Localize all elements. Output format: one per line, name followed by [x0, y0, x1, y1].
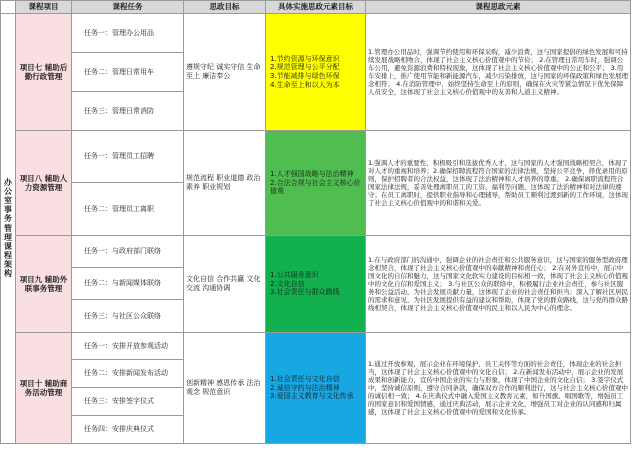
concrete-goal-item: 2.合法合规与社会主义核心价值观: [270, 178, 361, 196]
ideology-goal: 遵规守纪 诚实守信 生命至上 廉洁奉公: [184, 14, 266, 131]
header-ideology-goal: 思政目标: [184, 1, 266, 14]
ideology-goal: 创新精神 感恩传承 法治观念 规范意识: [184, 333, 266, 444]
task-item: 任务二：管理日常用车: [72, 53, 183, 92]
header-ideology-elements: 课程思政元素: [366, 1, 631, 14]
task-item: 任务二：安排新闻发布活动: [72, 360, 183, 388]
table-row: [1, 236, 631, 333]
ideology-elements: 1.强调人才的重要性，积极吸引和选拔优秀人才，这与国家的人才强国战略相契合，体现了对人才的重视和培养；2.确保招聘流程符合国家的法律法规，坚持公平竞争，择优录用的原则，保护招聘者的合法权益，这体现了法治精神和人才培养的尊重。 2.确保离职流程符合国家法律法规，妥善处理离职员工的工资、福利等问题，这体现了法治精神和对法律的遵守；在员工离职时，提供职业指导和心理辅导，帮助员工顺利过渡到新的工作环境，这体现了社会主义核心价值观中的和谐和关爱。: [366, 131, 631, 236]
concrete-goal-item: 1.节约资源与环保意识: [270, 54, 340, 63]
project-title: 项目七 辅助后勤行政管理: [16, 14, 72, 131]
task-item: 任务四：安排庆典仪式: [84, 425, 154, 434]
task-item: 任务一：管理员工招聘: [72, 131, 183, 183]
task-item: 任务一：管理办公用品: [72, 14, 183, 53]
concrete-goal-cell: [266, 236, 366, 333]
task-list: [72, 333, 184, 444]
table-row: [1, 333, 631, 444]
header-row: [1, 1, 631, 14]
header-course-task: 课程任务: [72, 1, 184, 14]
task-item: 任务一：与政府部门联络: [72, 236, 183, 268]
header-blank: [1, 1, 16, 14]
framework-label: 办公室事务管理课程架构: [1, 14, 16, 444]
task-item: 任务二：管理员工离职: [84, 204, 154, 213]
task-item: 任务一：安排开放参观活动: [72, 333, 183, 360]
concrete-goal-item: 3.社会责任与群众路线: [270, 288, 340, 297]
task-list: [72, 236, 184, 333]
concrete-goal-item: 1.人才强国战略与法治精神: [270, 169, 354, 178]
header-course-project: 课程项目: [16, 1, 72, 14]
concrete-goal-item: 1.公共服务意识: [270, 270, 319, 279]
project-title: 项目八 辅助人力资源管理: [16, 131, 72, 236]
table-row: [1, 131, 631, 236]
concrete-goal-item: 3.节能减排与绿色环保: [270, 72, 340, 80]
concrete-goal-item: 2.文化自信: [270, 279, 305, 288]
concrete-goal-item: 3.爱国主义教育与文化传承: [270, 392, 354, 401]
task-item: 任务三：与社区公众联络: [84, 311, 161, 320]
concrete-goal-cell: [266, 131, 366, 236]
task-item: 任务二：与新闻媒体联络: [72, 268, 183, 300]
concrete-goal-item: 2.诚信守约与法治精神: [270, 383, 340, 392]
concrete-goal-item: 4.生命至上和以人为本: [270, 80, 340, 89]
ideology-elements: 1.在与政府部门的沟通中，强调企业的社会责任和公共服务意识，这与国家的服务型政府理念相契合，体现了社会主义核心价值观中的奉献精神和责任心； 2.在对外宣传中，展示中国文化的自信和魅力，这与国家文化软实力建设的目标相一致，体现了社会主义核心价值观中的文化自信和爱国主义； 3.与社区公众的联络中，积极履行企业社会责任，参与社区服务和公益活动，为社会发展贡献力量，这体现了企业的社会责任和担当；深入了解社区居民的需求和意见，为社区发展提供有益的建议和帮助，体现了党的群众路线，这与党的群众路线相契合，体现了社会主义核心价值观中的民主和以人民为中心的理念。: [366, 236, 631, 333]
project-title: 项目九 辅助外联事务管理: [16, 236, 72, 333]
task-list: [72, 14, 184, 131]
concrete-goal-cell: [266, 333, 366, 444]
task-item: 任务三：安排签字仪式: [72, 388, 183, 416]
task-list: [72, 131, 184, 236]
table-row: [1, 14, 631, 131]
concrete-goal-item: 1.社会责任与文化自信: [270, 374, 340, 383]
ideology-elements: 1.通过开放参观，展示企业在环境保护、员工关怀等方面的社会责任，体现企业的社会担当，这体现了社会主义核心价值观中的文化自信； 2.在新闻发布活动中，展示企业的发展成果和创新能力，宣传中国企业的实力与形象，体现了中国企业的文化自信； 3.签字仪式中，坚持诚信原则，遵守合同条款，确保双方合作的顺利进行，这与社会主义核心价值观中的诚信相一致； 4.在庆典仪式中融入爱国主义教育元素，如升国旗、唱国歌等，增强员工的国家意识和爱国情感，通过庆典活动，展示企业文化，增强员工对企业的认同感和归属感，这体现了社会主义核心价值观中的爱国和文化传承。: [366, 333, 631, 444]
concrete-goal-cell: [266, 14, 366, 131]
concrete-goal-item: 2.规范管理与公平分配: [270, 63, 340, 72]
ideology-elements: 1.管理办公用品时，强调节约使用和环保采购，减少浪费，这与国家提倡的绿色发展和可持续发展战略相吻合，体现了社会主义核心价值观中的节俭； 2.在管理日常用车时，强调公车公用，避免资源浪费和特权现象，这体现了社会主义核心价值观中的公正和公平； 3.用车安排上，推广使用节能和新能源汽车，减少污染排放，这与国家的环保政策和绿色发展理念相符； 4.在消防管理中，始终坚持生命至上的原则，确保在火灾等紧急情况下优先保障人员安全，这体现了社会主义核心价值观中的友善和人道主义精神。: [366, 14, 631, 131]
task-item: 任务三：管理日常消防: [84, 106, 154, 115]
project-title: 项目十 辅助商务活动管理: [16, 333, 72, 444]
header-concrete-goal: 具体实施思政元素目标: [266, 1, 366, 14]
ideology-goal: 文化自信 合作共赢 文化交流 沟通协调: [184, 236, 266, 333]
ideology-goal: 规范流程 职业道德 政治素养 职业规划: [184, 131, 266, 236]
